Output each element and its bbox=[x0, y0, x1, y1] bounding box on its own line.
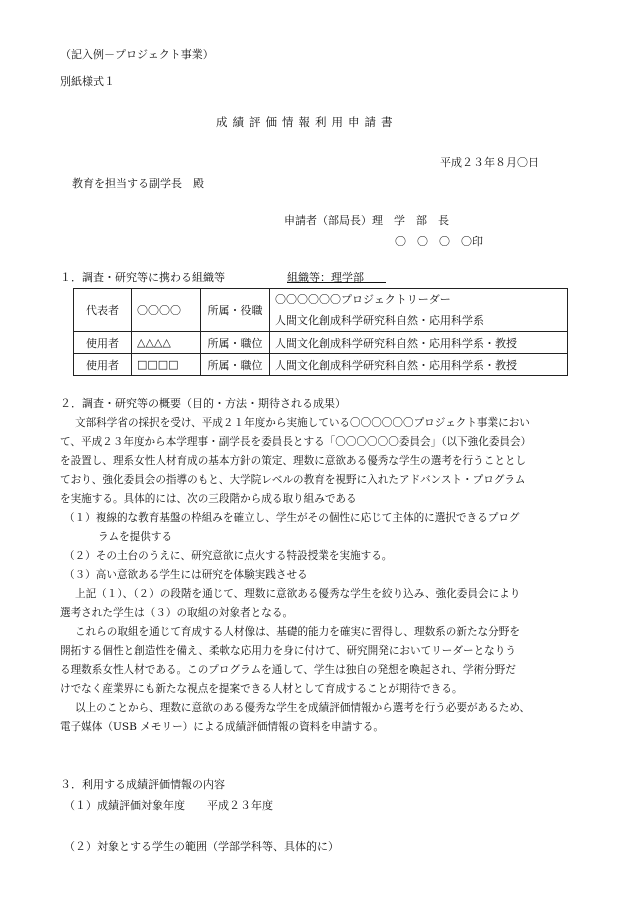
section3-heading: ３．利用する成績評価情報の内容 bbox=[60, 778, 225, 791]
paragraph-line: 電子媒体（USB メモリー）による成績評価情報の資料を申請する。 bbox=[60, 721, 384, 733]
page-title: 成績評価情報利用申請書 bbox=[216, 115, 398, 129]
paragraph-line: る理数系女性人材である。このプログラムを通して、学生は独自の発想を喚起され、学術分野だ bbox=[60, 664, 516, 676]
role-cell: 代表者 bbox=[74, 289, 132, 332]
paragraph-line: を実施する。具体的には、次の三段階から成る取り組みである bbox=[60, 493, 357, 505]
addressee: 教育を担当する副学長 殿 bbox=[72, 177, 204, 190]
paragraph-line: 選考された学生は（３）の取組の対象者となる。 bbox=[60, 607, 294, 619]
name-cell: □□□□ bbox=[132, 354, 201, 376]
paragraph-line: 上記（１）、（２）の段階を通じて、理数に意欲ある優秀な学生を絞り込み、強化委員会により bbox=[75, 588, 521, 600]
organization-table bbox=[73, 288, 568, 376]
table-row bbox=[74, 354, 568, 376]
name-cell: △△△△ bbox=[132, 332, 201, 354]
table-row bbox=[74, 289, 568, 332]
target-year: （１）成績評価対象年度 平成２３年度 bbox=[64, 799, 273, 812]
section1-heading: １．調査・研究等に携わる組織等 bbox=[60, 271, 225, 284]
affiliation-cell bbox=[270, 289, 568, 332]
paragraph-line: 開拓する個性と創造性を備え、柔軟な応用力を身に付けて、研究開発においてリーダーとなりう bbox=[60, 645, 516, 657]
position-label-cell: 所属・職位 bbox=[201, 354, 270, 376]
date: 平成２３年８月〇日 bbox=[440, 156, 539, 169]
list-item: （３）高い意欲ある学生には研究を体験実践させる bbox=[64, 569, 308, 581]
applicant-label: 申請者（部局長）理 学 部 長 bbox=[284, 214, 449, 227]
form-number: 別紙様式１ bbox=[60, 75, 115, 88]
list-item-continuation: ラムを提供する bbox=[98, 531, 173, 543]
role-cell: 使用者 bbox=[74, 332, 132, 354]
example-label: （記入例－プロジェクト事業） bbox=[60, 48, 214, 61]
paragraph-line: を設置し、理系女性人材育成の基本方針の策定、理数に意欲ある優秀な学生の選考を行うこととし bbox=[60, 455, 527, 467]
affiliation-line: 〇〇〇〇〇〇プロジェクトリーダー bbox=[275, 293, 451, 306]
paragraph-line: ており、強化委員会の指導のもと、大学院レベルの教育を視野に入れたアドバンスト・プログラム bbox=[60, 474, 526, 486]
affiliation-cell: 人間文化創成科学研究科自然・応用科学系・教授 bbox=[270, 354, 568, 376]
overview-text bbox=[60, 414, 580, 737]
paragraph-line: 以上のことから、理数に意欲のある優秀な学生を成績評価情報から選考を行う必要があるため、 bbox=[75, 702, 531, 714]
position-label-cell: 所属・職位 bbox=[201, 332, 270, 354]
paragraph-line: けでなく産業界にも新たな視点を提案できる人材として育成することが期待できる。 bbox=[60, 683, 463, 695]
position-label-cell: 所属・役職 bbox=[201, 289, 270, 332]
affiliation-cell: 人間文化創成科学研究科自然・応用科学系・教授 bbox=[270, 332, 568, 354]
paragraph-line: 文部科学省の採択を受け、平成２１年度から実施している〇〇〇〇〇〇プロジェクト事業におい bbox=[75, 417, 530, 429]
list-item: （２）その土台のうえに、研究意欲に点火する特設授業を実施する。 bbox=[64, 550, 393, 562]
list-item: （１）複線的な教育基盤の枠組みを確立し、学生がその個性に応じて主体的に選択できるプログ bbox=[64, 512, 520, 524]
paragraph-line: これらの取組を通じて育成する人材像は、基礎的能力を確実に習得し、理数系の新たな分野を bbox=[75, 626, 520, 638]
org-label: 組織等：理学部 bbox=[287, 271, 386, 284]
name-cell: 〇〇〇〇 bbox=[132, 289, 201, 332]
affiliation-line: 人間文化創成科学研究科自然・応用科学系 bbox=[275, 314, 484, 327]
paragraph-line: て、平成２３年度から本学理事・副学長を委員長とする「〇〇〇〇〇〇委員会」（以下強化委員会） bbox=[60, 436, 532, 448]
table-row bbox=[74, 332, 568, 354]
student-scope: （２）対象とする学生の範囲（学部学科等、具体的に） bbox=[64, 840, 339, 853]
role-cell: 使用者 bbox=[74, 354, 132, 376]
applicant-seal: 〇 〇 〇 〇印 bbox=[395, 235, 483, 248]
section2-heading: ２．調査・研究等の概要（目的・方法・期待される成果） bbox=[60, 397, 346, 410]
